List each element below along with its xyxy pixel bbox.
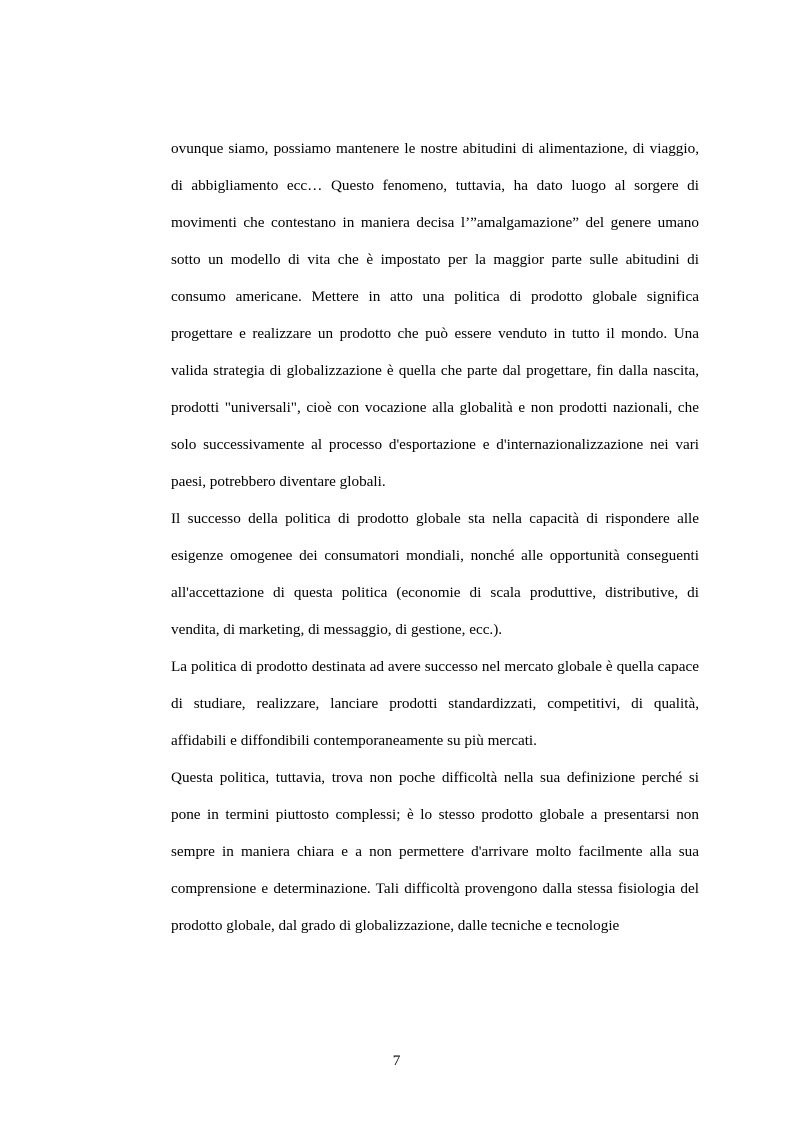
body-text xyxy=(171,130,699,944)
paragraph-2: Il successo della politica di prodotto globale sta nella capacità di rispondere alle esigenze omogenee dei consumatori mondiali, nonché alle opportunità conseguenti all'accettazione di questa politica (economie di scala produttive, distributive, di vendita, di marketing, di messaggio, di gestione, ecc.). xyxy=(171,510,699,638)
paragraph-1: ovunque siamo, possiamo mantenere le nostre abitudini di alimentazione, di viaggio, di abbigliamento ecc… Questo fenomeno, tuttavia, ha dato luogo al sorgere di movimenti che contestano in maniera decisa l’”amalgamazione” del genere umano sotto un modello di vita che è impostato per la maggior parte sulle abitudini di consumo americane. Mettere in atto una politica di prodotto globale significa progettare e realizzare un prodotto che può essere venduto in tutto il mondo. Una valida strategia di globalizzazione è quella che parte dal progettare, fin dalla nascita, prodotti "universali", cioè con vocazione alla globalità e non prodotti nazionali, che solo successivamente al processo d'esportazione e d'internazionalizzazione nei vari paesi, potrebbero diventare globali. xyxy=(171,140,699,490)
paragraph-3: La politica di prodotto destinata ad avere successo nel mercato globale è quella capace di studiare, realizzare, lanciare prodotti standardizzati, competitivi, di qualità, affidabili e diffondibili contemporaneamente su più mercati. xyxy=(171,658,699,749)
paragraph-4: Questa politica, tuttavia, trova non poche difficoltà nella sua definizione perché si pone in termini piuttosto complessi; è lo stesso prodotto globale a presentarsi non sempre in maniera chiara e a non permettere d'arrivare molto facilmente alla sua comprensione e determinazione. Tali difficoltà provengono dalla stessa fisiologia del prodotto globale, dal grado di globalizzazione, dalle tecniche e tecnologie xyxy=(171,769,699,934)
page-number: 7 xyxy=(392,1052,401,1069)
